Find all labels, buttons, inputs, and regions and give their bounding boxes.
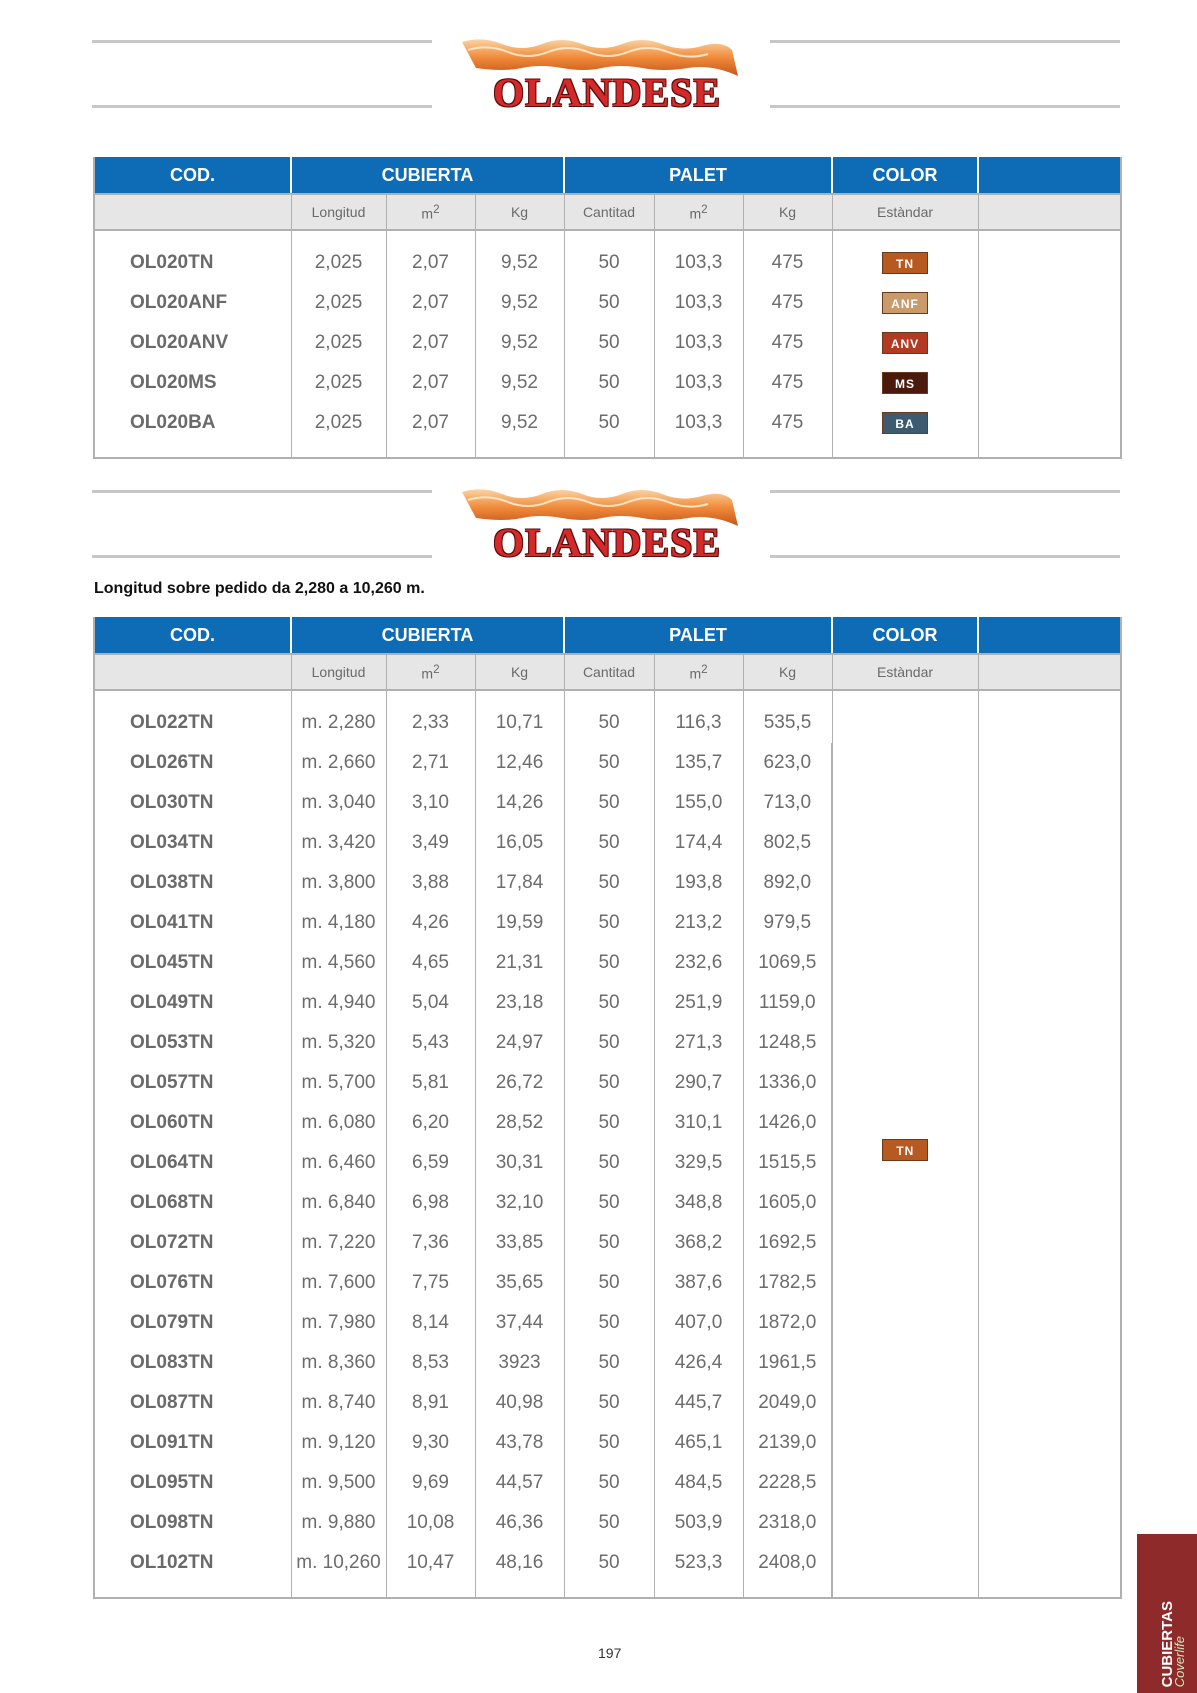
cell-kg: 23,18 xyxy=(475,983,564,1023)
cell-m2: 5,43 xyxy=(386,1023,475,1063)
color-swatch-ms: MS xyxy=(882,372,928,394)
cell-palet-m2: 503,9 xyxy=(654,1503,743,1543)
subheader-empty xyxy=(978,194,1121,230)
product-code: OL079TN xyxy=(94,1303,291,1343)
cell-palet-kg: 1961,5 xyxy=(743,1343,832,1383)
header-palet: PALET xyxy=(564,157,832,194)
header-cubierta: CUBIERTA xyxy=(291,157,564,194)
cell-color xyxy=(832,230,978,283)
color-swatch-ba: BA xyxy=(882,412,928,434)
product-code: OL053TN xyxy=(94,1023,291,1063)
cell-cantitad: 50 xyxy=(564,283,654,323)
cell-longitud: m. 8,360 xyxy=(291,1343,386,1383)
brand-logo-text: OLANDESE xyxy=(492,70,722,115)
m2-unit: m xyxy=(421,665,434,682)
cell-m2: 3,88 xyxy=(386,863,475,903)
cell-palet-kg: 475 xyxy=(743,323,832,363)
cell-palet-kg: 1782,5 xyxy=(743,1263,832,1303)
product-code: OL076TN xyxy=(94,1263,291,1303)
product-code: OL020ANF xyxy=(94,283,291,323)
cell-cantitad: 50 xyxy=(564,230,654,283)
cell-palet-m2: 348,8 xyxy=(654,1183,743,1223)
cell-m2: 3,49 xyxy=(386,823,475,863)
logo-rule xyxy=(92,490,432,493)
product-code: OL034TN xyxy=(94,823,291,863)
color-swatch-anf: ANF xyxy=(882,292,928,314)
cell-kg: 37,44 xyxy=(475,1303,564,1343)
cell-palet-m2: 368,2 xyxy=(654,1223,743,1263)
cell-palet-m2: 193,8 xyxy=(654,863,743,903)
product-code: OL020TN xyxy=(94,230,291,283)
cell-m2: 2,71 xyxy=(386,743,475,783)
cell-m2: 10,47 xyxy=(386,1543,475,1598)
cell-longitud: m. 7,220 xyxy=(291,1223,386,1263)
cell-kg: 9,52 xyxy=(475,323,564,363)
cell-longitud: m. 3,800 xyxy=(291,863,386,903)
subheader-empty xyxy=(94,194,291,230)
brand-logo-text: OLANDESE xyxy=(492,520,722,565)
cell-palet-m2: 103,3 xyxy=(654,403,743,458)
cell-longitud: 2,025 xyxy=(291,323,386,363)
logo-rule xyxy=(770,555,1120,558)
header-empty xyxy=(978,617,1121,654)
cell-empty xyxy=(978,323,1121,363)
cell-kg: 14,26 xyxy=(475,783,564,823)
cell-cantitad: 50 xyxy=(564,690,654,743)
cell-palet-kg: 2139,0 xyxy=(743,1423,832,1463)
product-code: OL098TN xyxy=(94,1503,291,1543)
cell-longitud: m. 10,260 xyxy=(291,1543,386,1598)
cell-palet-kg: 713,0 xyxy=(743,783,832,823)
cell-cantitad: 50 xyxy=(564,1463,654,1503)
cell-palet-kg: 1159,0 xyxy=(743,983,832,1023)
cell-longitud: m. 9,880 xyxy=(291,1503,386,1543)
product-code: OL057TN xyxy=(94,1063,291,1103)
product-code: OL064TN xyxy=(94,1143,291,1183)
subheader-empty xyxy=(94,654,291,690)
cell-empty xyxy=(978,363,1121,403)
cell-m2: 3,10 xyxy=(386,783,475,823)
cell-longitud: m. 6,080 xyxy=(291,1103,386,1143)
cell-kg: 48,16 xyxy=(475,1543,564,1598)
cell-longitud: 2,025 xyxy=(291,403,386,458)
cell-color xyxy=(832,403,978,458)
cell-palet-kg: 2228,5 xyxy=(743,1463,832,1503)
header-empty xyxy=(978,157,1121,194)
header-color: COLOR xyxy=(832,617,978,654)
cell-m2: 2,33 xyxy=(386,690,475,743)
product-code: OL060TN xyxy=(94,1103,291,1143)
subheader-palet-m2 xyxy=(654,654,743,690)
product-code: OL030TN xyxy=(94,783,291,823)
cell-palet-kg: 2408,0 xyxy=(743,1543,832,1598)
table-row xyxy=(94,403,1121,458)
cell-kg: 10,71 xyxy=(475,690,564,743)
section-tab-brand: Coverlife xyxy=(1172,1635,1187,1687)
cell-cantitad: 50 xyxy=(564,863,654,903)
cell-m2: 5,81 xyxy=(386,1063,475,1103)
cell-empty xyxy=(978,230,1121,283)
logo-rule xyxy=(92,40,432,43)
cell-cantitad: 50 xyxy=(564,1103,654,1143)
cell-palet-m2: 387,6 xyxy=(654,1263,743,1303)
cell-longitud: 2,025 xyxy=(291,283,386,323)
product-code: OL083TN xyxy=(94,1343,291,1383)
logo-rule xyxy=(92,105,432,108)
cell-palet-m2: 329,5 xyxy=(654,1143,743,1183)
cell-palet-m2: 232,6 xyxy=(654,943,743,983)
cell-cantitad: 50 xyxy=(564,1543,654,1598)
subheader-empty xyxy=(978,654,1121,690)
cell-cantitad: 50 xyxy=(564,1303,654,1343)
cell-longitud: m. 5,700 xyxy=(291,1063,386,1103)
subheader-estandar: Estàndar xyxy=(832,194,978,230)
cell-cantitad: 50 xyxy=(564,903,654,943)
cell-cantitad: 50 xyxy=(564,1063,654,1103)
cell-palet-kg: 979,5 xyxy=(743,903,832,943)
cell-palet-kg: 475 xyxy=(743,363,832,403)
m2-exponent: 2 xyxy=(433,662,440,676)
logo-rule xyxy=(770,40,1120,43)
cell-longitud: m. 2,280 xyxy=(291,690,386,743)
table-row xyxy=(94,690,1121,743)
cell-palet-kg: 623,0 xyxy=(743,743,832,783)
cell-kg: 9,52 xyxy=(475,283,564,323)
cell-m2: 5,04 xyxy=(386,983,475,1023)
cell-kg: 24,97 xyxy=(475,1023,564,1063)
cell-cantitad: 50 xyxy=(564,983,654,1023)
product-code: OL022TN xyxy=(94,690,291,743)
cell-kg: 33,85 xyxy=(475,1223,564,1263)
cell-cantitad: 50 xyxy=(564,743,654,783)
product-code: OL102TN xyxy=(94,1543,291,1598)
cell-cantitad: 50 xyxy=(564,1143,654,1183)
section-tab-title: CUBIERTAS xyxy=(1158,1600,1176,1687)
cell-palet-kg: 475 xyxy=(743,283,832,323)
cell-palet-kg: 1069,5 xyxy=(743,943,832,983)
cell-palet-kg: 475 xyxy=(743,403,832,458)
cell-kg: 12,46 xyxy=(475,743,564,783)
cell-palet-kg: 1515,5 xyxy=(743,1143,832,1183)
logo-rule xyxy=(770,490,1120,493)
cell-palet-m2: 271,3 xyxy=(654,1023,743,1063)
subheader-palet-m2 xyxy=(654,194,743,230)
cell-palet-kg: 535,5 xyxy=(743,690,832,743)
cell-kg: 43,78 xyxy=(475,1423,564,1463)
cell-color xyxy=(832,690,978,1598)
cell-kg: 21,31 xyxy=(475,943,564,983)
table-row xyxy=(94,323,1121,363)
cell-palet-m2: 426,4 xyxy=(654,1343,743,1383)
cell-longitud: m. 9,500 xyxy=(291,1463,386,1503)
product-code: OL020BA xyxy=(94,403,291,458)
cell-longitud: m. 3,420 xyxy=(291,823,386,863)
cell-cantitad: 50 xyxy=(564,323,654,363)
cell-kg: 30,31 xyxy=(475,1143,564,1183)
m2-unit: m xyxy=(421,205,434,222)
cell-m2: 2,07 xyxy=(386,403,475,458)
cell-longitud: m. 4,180 xyxy=(291,903,386,943)
cell-m2: 8,53 xyxy=(386,1343,475,1383)
cell-palet-kg: 1426,0 xyxy=(743,1103,832,1143)
cell-kg: 40,98 xyxy=(475,1383,564,1423)
cell-kg: 44,57 xyxy=(475,1463,564,1503)
cell-palet-m2: 103,3 xyxy=(654,283,743,323)
product-code: OL095TN xyxy=(94,1463,291,1503)
cell-palet-kg: 2318,0 xyxy=(743,1503,832,1543)
cell-longitud: 2,025 xyxy=(291,363,386,403)
cell-kg: 19,59 xyxy=(475,903,564,943)
color-swatch-tn: TN xyxy=(882,1139,928,1161)
product-code: OL020MS xyxy=(94,363,291,403)
header-cod: COD. xyxy=(94,157,291,194)
cell-longitud: 2,025 xyxy=(291,230,386,283)
olandese-logo-bottom xyxy=(92,488,1120,568)
cell-m2: 2,07 xyxy=(386,363,475,403)
olandese-logo-top xyxy=(92,38,1120,118)
cell-color xyxy=(832,323,978,363)
cell-longitud: m. 4,940 xyxy=(291,983,386,1023)
cell-kg: 9,52 xyxy=(475,230,564,283)
cell-m2: 2,07 xyxy=(386,283,475,323)
cell-palet-kg: 1248,5 xyxy=(743,1023,832,1063)
cell-longitud: m. 9,120 xyxy=(291,1423,386,1463)
cell-palet-m2: 310,1 xyxy=(654,1103,743,1143)
product-code: OL026TN xyxy=(94,743,291,783)
section-tab-labels xyxy=(1142,1534,1192,1693)
cell-kg: 9,52 xyxy=(475,403,564,458)
cell-palet-m2: 523,3 xyxy=(654,1543,743,1598)
cell-palet-m2: 407,0 xyxy=(654,1303,743,1343)
cell-empty xyxy=(978,690,1121,1598)
cell-palet-m2: 103,3 xyxy=(654,323,743,363)
cell-cantitad: 50 xyxy=(564,403,654,458)
cell-longitud: m. 4,560 xyxy=(291,943,386,983)
header-palet: PALET xyxy=(564,617,832,654)
logo-rule xyxy=(770,105,1120,108)
m2-unit: m xyxy=(689,205,702,222)
cell-kg: 35,65 xyxy=(475,1263,564,1303)
cell-palet-kg: 892,0 xyxy=(743,863,832,903)
cell-m2: 7,75 xyxy=(386,1263,475,1303)
cell-color xyxy=(832,363,978,403)
subheader-longitud: Longitud xyxy=(291,194,386,230)
cell-longitud: m. 2,660 xyxy=(291,743,386,783)
header-color: COLOR xyxy=(832,157,978,194)
cell-palet-m2: 103,3 xyxy=(654,230,743,283)
cell-m2: 6,59 xyxy=(386,1143,475,1183)
cell-palet-m2: 251,9 xyxy=(654,983,743,1023)
cell-kg: 46,36 xyxy=(475,1503,564,1543)
product-code: OL038TN xyxy=(94,863,291,903)
page-number: 197 xyxy=(598,1645,622,1661)
color-swatch-anv: ANV xyxy=(882,332,928,354)
cell-palet-kg: 2049,0 xyxy=(743,1383,832,1423)
subheader-palet-kg: Kg xyxy=(743,194,832,230)
cell-longitud: m. 7,600 xyxy=(291,1263,386,1303)
cell-cantitad: 50 xyxy=(564,1503,654,1543)
subheader-m2 xyxy=(386,194,475,230)
cell-palet-m2: 103,3 xyxy=(654,363,743,403)
cell-palet-kg: 1605,0 xyxy=(743,1183,832,1223)
cell-kg: 3923 xyxy=(475,1343,564,1383)
product-code: OL045TN xyxy=(94,943,291,983)
cell-palet-kg: 1872,0 xyxy=(743,1303,832,1343)
cell-cantitad: 50 xyxy=(564,363,654,403)
cell-m2: 7,36 xyxy=(386,1223,475,1263)
cell-longitud: m. 7,980 xyxy=(291,1303,386,1343)
cell-m2: 2,07 xyxy=(386,323,475,363)
table-row xyxy=(94,283,1121,323)
cell-kg: 26,72 xyxy=(475,1063,564,1103)
cell-longitud: m. 6,460 xyxy=(291,1143,386,1183)
cell-kg: 32,10 xyxy=(475,1183,564,1223)
length-note: Longitud sobre pedido da 2,280 a 10,260 m. xyxy=(94,580,425,597)
m2-exponent: 2 xyxy=(701,662,708,676)
cell-palet-kg: 802,5 xyxy=(743,823,832,863)
cell-color xyxy=(832,283,978,323)
cell-palet-m2: 290,7 xyxy=(654,1063,743,1103)
cell-longitud: m. 6,840 xyxy=(291,1183,386,1223)
logo-rule xyxy=(92,555,432,558)
cell-longitud: m. 5,320 xyxy=(291,1023,386,1063)
cell-palet-m2: 445,7 xyxy=(654,1383,743,1423)
cell-cantitad: 50 xyxy=(564,783,654,823)
product-code: OL041TN xyxy=(94,903,291,943)
product-code: OL087TN xyxy=(94,1383,291,1423)
cell-kg: 16,05 xyxy=(475,823,564,863)
header-cod: COD. xyxy=(94,617,291,654)
cell-m2: 4,65 xyxy=(386,943,475,983)
product-table-lengths xyxy=(93,617,1122,1599)
product-code: OL020ANV xyxy=(94,323,291,363)
cell-kg: 17,84 xyxy=(475,863,564,903)
subheader-cantitad: Cantitad xyxy=(564,194,654,230)
cell-palet-kg: 475 xyxy=(743,230,832,283)
cell-cantitad: 50 xyxy=(564,1023,654,1063)
cell-m2: 8,14 xyxy=(386,1303,475,1343)
cell-kg: 28,52 xyxy=(475,1103,564,1143)
cell-palet-m2: 484,5 xyxy=(654,1463,743,1503)
cell-empty xyxy=(978,283,1121,323)
cell-palet-m2: 465,1 xyxy=(654,1423,743,1463)
cell-m2: 6,98 xyxy=(386,1183,475,1223)
cell-m2: 10,08 xyxy=(386,1503,475,1543)
product-code: OL068TN xyxy=(94,1183,291,1223)
subheader-kg: Kg xyxy=(475,194,564,230)
product-code: OL072TN xyxy=(94,1223,291,1263)
cell-cantitad: 50 xyxy=(564,823,654,863)
cell-palet-kg: 1336,0 xyxy=(743,1063,832,1103)
cell-m2: 9,69 xyxy=(386,1463,475,1503)
product-code: OL091TN xyxy=(94,1423,291,1463)
cell-longitud: m. 3,040 xyxy=(291,783,386,823)
m2-exponent: 2 xyxy=(433,202,440,216)
table-row xyxy=(94,230,1121,283)
subheader-longitud: Longitud xyxy=(291,654,386,690)
cell-cantitad: 50 xyxy=(564,1343,654,1383)
m2-exponent: 2 xyxy=(701,202,708,216)
cell-kg: 9,52 xyxy=(475,363,564,403)
cell-m2: 2,07 xyxy=(386,230,475,283)
cell-palet-m2: 116,3 xyxy=(654,690,743,743)
subheader-cantitad: Cantitad xyxy=(564,654,654,690)
cell-m2: 8,91 xyxy=(386,1383,475,1423)
product-code: OL049TN xyxy=(94,983,291,1023)
cell-palet-m2: 155,0 xyxy=(654,783,743,823)
cell-longitud: m. 8,740 xyxy=(291,1383,386,1423)
cell-cantitad: 50 xyxy=(564,1263,654,1303)
cell-palet-kg: 1692,5 xyxy=(743,1223,832,1263)
cell-palet-m2: 174,4 xyxy=(654,823,743,863)
m2-unit: m xyxy=(689,665,702,682)
cell-empty xyxy=(978,403,1121,458)
cell-cantitad: 50 xyxy=(564,1223,654,1263)
subheader-m2 xyxy=(386,654,475,690)
cell-cantitad: 50 xyxy=(564,1383,654,1423)
cell-m2: 6,20 xyxy=(386,1103,475,1143)
cell-m2: 9,30 xyxy=(386,1423,475,1463)
cell-palet-m2: 213,2 xyxy=(654,903,743,943)
header-cubierta: CUBIERTA xyxy=(291,617,564,654)
subheader-estandar: Estàndar xyxy=(832,654,978,690)
cell-palet-m2: 135,7 xyxy=(654,743,743,783)
cell-cantitad: 50 xyxy=(564,1423,654,1463)
cell-cantitad: 50 xyxy=(564,1183,654,1223)
cell-cantitad: 50 xyxy=(564,943,654,983)
color-swatch-tn: TN xyxy=(882,252,928,274)
table-row xyxy=(94,363,1121,403)
subheader-palet-kg: Kg xyxy=(743,654,832,690)
cell-m2: 4,26 xyxy=(386,903,475,943)
product-table-standard xyxy=(93,157,1122,459)
subheader-kg: Kg xyxy=(475,654,564,690)
